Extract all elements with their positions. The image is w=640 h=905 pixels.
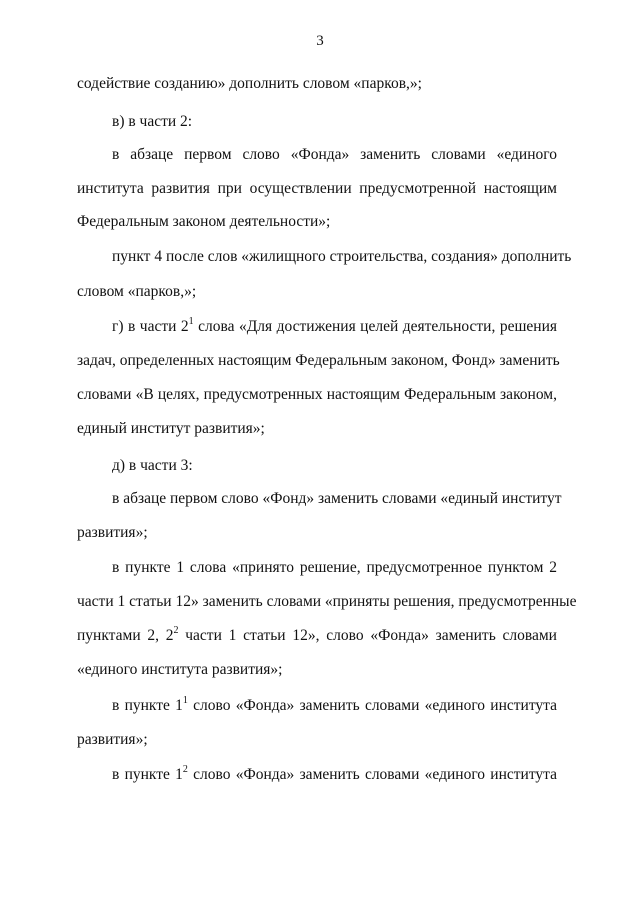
text-line: д) в части 3:: [112, 457, 193, 474]
superscript: 2: [182, 764, 188, 775]
line-part: слова «Для достижения целей деятельности, решения: [193, 318, 557, 335]
line-part: слово «Фонда» заменить словами «единого института: [187, 697, 557, 714]
text-line: в абзаце первом слово «Фонд» заменить словами «единый институт: [112, 490, 562, 507]
superscript: 1: [182, 695, 188, 706]
text-line: пункт 4 после слов «жилищного строительства, создания» дополнить: [112, 248, 572, 265]
text-line: [112, 765, 557, 785]
text-line: единый институт развития»;: [77, 420, 265, 437]
text-line: «единого института развития»;: [77, 661, 283, 678]
text-line: развития»;: [77, 524, 148, 541]
text-line: института развития при осуществлении предусмотренной настоящим: [77, 180, 557, 197]
text-line: Федеральным законом деятельности»;: [77, 213, 331, 230]
text-line: [112, 317, 557, 337]
line-part: в пункте 1: [112, 697, 183, 714]
line-part: части 1 статьи 12», слово «Фонда» заменить словами: [178, 627, 557, 644]
text-line: в пункте 1 слова «принято решение, предусмотренное пунктом 2: [112, 559, 557, 576]
text-line: [112, 696, 557, 716]
text-line: в) в части 2:: [112, 113, 193, 130]
superscript: 1: [188, 316, 194, 327]
text-line: словами «В целях, предусмотренных настоящим Федеральным законом,: [77, 386, 557, 403]
line-part: г) в части 2: [112, 318, 189, 335]
text-line: словом «парков,»;: [77, 283, 197, 300]
line-part: пунктами 2, 2: [77, 627, 174, 644]
superscript: 2: [173, 625, 179, 636]
text-line: части 1 статьи 12» заменить словами «приняты решения, предусмотренные: [77, 593, 577, 610]
line-part: слово «Фонда» заменить словами «единого института: [187, 766, 557, 783]
page-number: 3: [316, 33, 324, 49]
text-line: содействие созданию» дополнить словом «парков,»;: [77, 75, 422, 92]
text-line: в абзаце первом слово «Фонда» заменить словами «единого: [112, 146, 557, 163]
line-part: в пункте 1: [112, 766, 183, 783]
text-line: развития»;: [77, 731, 148, 748]
text-line: [77, 626, 557, 646]
text-line: задач, определенных настоящим Федеральным законом, Фонд» заменить: [77, 352, 560, 369]
